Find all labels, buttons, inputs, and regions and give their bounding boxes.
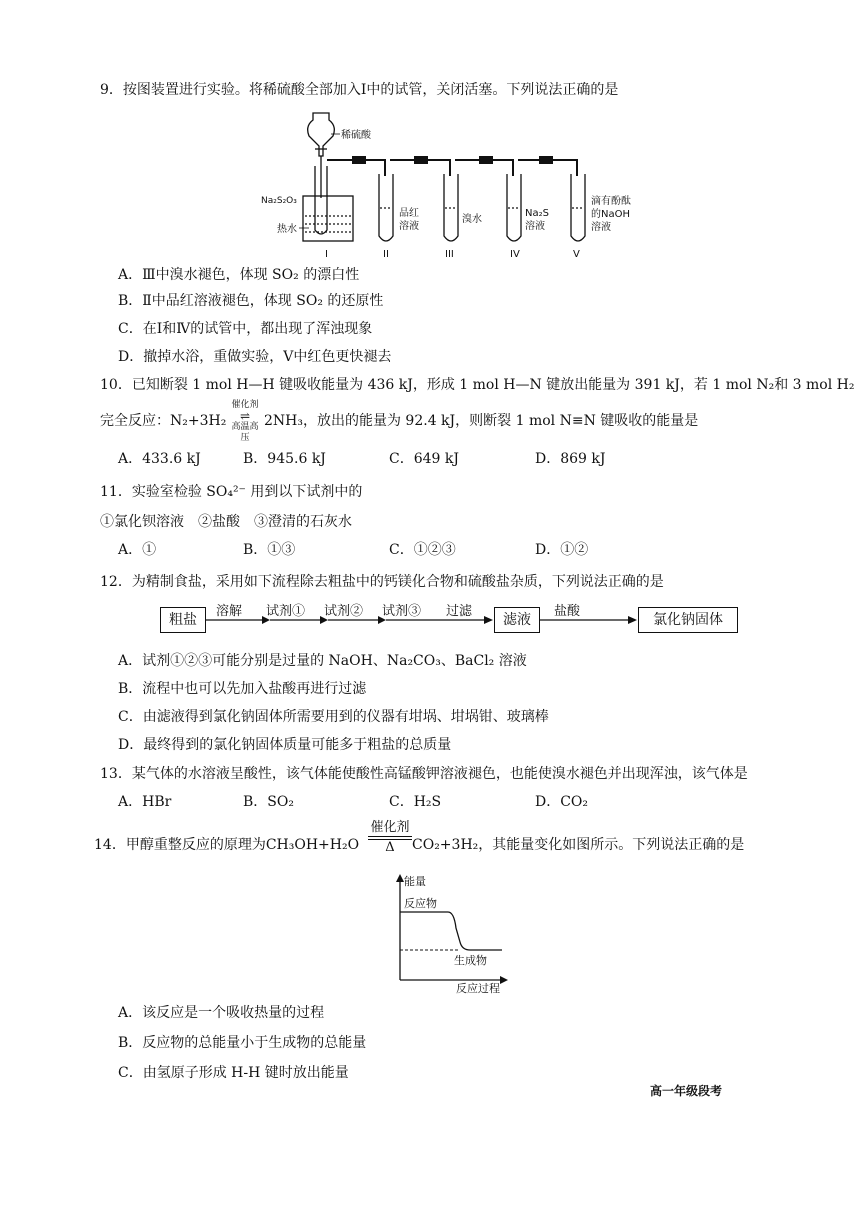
tube-label-4: IV — [510, 249, 520, 260]
label-magenta-1: 品红 — [399, 208, 419, 219]
q10-stem-line2-a: 完全反应：N₂+3H₂ — [100, 413, 227, 429]
q14-stem-a: 14．甲醇重整反应的原理为CH₃OH+H₂O — [94, 837, 360, 853]
q10-stem: 10．已知断裂 1 mol H—H 键吸收能量为 436 kJ，形成 1 mol H—N 键放出能量为 391 kJ，若 1 mol N₂和 3 mol H₂ — [100, 377, 855, 393]
tube-label-3: III — [445, 249, 454, 260]
q12-stem: 12．为精制食盐，采用如下流程除去粗盐中的钙镁化合物和硫酸盐杂质，下列说法正确的是 — [100, 574, 664, 590]
tube-label-1: I — [325, 249, 328, 260]
flow-box-nacl-solid: 氯化钠固体 — [638, 607, 738, 633]
energy-y-label: 能量 — [404, 875, 426, 888]
q14-heat: Δ — [385, 840, 395, 855]
flow-box-filtrate: 滤液 — [494, 607, 540, 633]
label-bromine: 溴水 — [462, 214, 482, 225]
q12-option-b: B．流程中也可以先加入盐酸再进行过滤 — [118, 681, 367, 697]
tube-label-2: II — [383, 249, 389, 260]
q11-reagents: ①氯化钡溶液 ②盐酸 ③澄清的石灰水 — [100, 514, 352, 530]
flow-step-reagent-2: 试剂② — [324, 604, 364, 619]
q10-condition: 高温高压 — [231, 422, 259, 443]
q10-reversible-arrow: ⇌ — [239, 409, 251, 423]
q10-stem-line2-b: 2NH₃，放出的能量为 92.4 kJ，则断裂 1 mol N≡N 键吸收的能量是 — [264, 413, 699, 429]
q13-option-b: B．SO₂ — [243, 794, 294, 810]
q14-reaction-condition — [368, 820, 412, 856]
q10-option-b: B．945.6 kJ — [243, 451, 326, 467]
q14-option-b: B．反应物的总能量小于生成物的总能量 — [118, 1035, 367, 1051]
page-footer: 高一年级段考 — [650, 1084, 723, 1098]
q11-option-c: C．①②③ — [389, 542, 456, 558]
q13-option-d: D．CO₂ — [535, 794, 589, 810]
q10-reaction-condition — [228, 400, 262, 444]
label-magenta-2: 溶液 — [399, 221, 419, 232]
flow-step-reagent-1: 试剂① — [266, 604, 306, 619]
q11-option-a: A．① — [118, 542, 157, 558]
q9-stem: 9．按图装置进行实验。将稀硫酸全部加入Ⅰ中的试管，关闭活塞。下列说法正确的是 — [100, 82, 619, 98]
q11-option-d: D．①② — [535, 542, 589, 558]
q13-option-c: C．H₂S — [389, 794, 442, 810]
q14-option-a: A．该反应是一个吸收热量的过程 — [118, 1005, 325, 1021]
q9-option-c: C．在Ⅰ和Ⅳ的试管中，都出现了浑浊现象 — [118, 321, 373, 337]
q14-option-c: C．由氢原子形成 H-H 键时放出能量 — [118, 1065, 349, 1081]
q13-option-a: A．HBr — [118, 794, 172, 810]
flow-step-filter: 过滤 — [446, 604, 473, 619]
energy-diagram — [388, 872, 518, 994]
label-na2s-2: 溶液 — [525, 221, 545, 232]
connecting-pipe — [327, 157, 577, 176]
flow-step-hcl: 盐酸 — [554, 604, 581, 619]
q14-catalyst: 催化剂 — [370, 820, 410, 835]
q9-option-a: A．Ⅲ中溴水褪色，体现 SO₂ 的漂白性 — [118, 267, 360, 283]
q13-stem: 13．某气体的水溶液呈酸性，该气体能使酸性高锰酸钾溶液褪色，也能使溴水褪色并出现浑浊，该气体是 — [100, 766, 748, 782]
label-hot-water: 热水 — [277, 224, 297, 235]
q10-option-d: D．869 kJ — [535, 451, 606, 467]
flow-box-crude-salt: 粗盐 — [160, 607, 206, 633]
q9-apparatus-diagram — [255, 108, 655, 263]
label-na2s-1: Na₂S — [525, 208, 549, 219]
q9-option-b: B．Ⅱ中品红溶液褪色，体现 SO₂ 的还原性 — [118, 293, 384, 309]
q11-stem: 11．实验室检验 SO₄²⁻ 用到以下试剂中的 — [100, 484, 363, 500]
q12-option-d: D．最终得到的氯化钠固体质量可能多于粗盐的总质量 — [118, 737, 452, 753]
q14-stem-b: CO₂+3H₂，其能量变化如图所示。下列说法正确的是 — [412, 837, 745, 853]
separatory-funnel — [308, 113, 335, 198]
test-tube-1 — [303, 166, 353, 241]
q10-catalyst: 催化剂 — [231, 400, 259, 410]
q12-option-a: A．试剂①②③可能分别是过量的 NaOH、Na₂CO₃、BaCl₂ 溶液 — [118, 653, 527, 669]
q9-option-d: D．撤掉水浴，重做实验，Ⅴ中红色更快褪去 — [118, 349, 392, 365]
energy-reactant-label: 反应物 — [404, 897, 437, 910]
q11-option-b: B．①③ — [243, 542, 296, 558]
energy-x-label: 反应过程 — [456, 982, 500, 994]
energy-curve — [400, 912, 502, 950]
tube-label-5: V — [573, 249, 580, 260]
q12-option-c: C．由滤液得到氯化钠固体所需要用到的仪器有坩埚、坩埚钳、玻璃棒 — [118, 709, 549, 725]
flow-arrows — [204, 610, 644, 630]
flow-step-dissolve: 溶解 — [216, 604, 243, 619]
label-naoh-2: 的NaOH — [591, 209, 630, 220]
flow-step-reagent-3: 试剂③ — [382, 604, 422, 619]
label-acid: 稀硫酸 — [341, 130, 371, 141]
q10-option-a: A．433.6 kJ — [118, 451, 201, 467]
label-salt: Na₂S₂O₃ — [261, 196, 297, 206]
label-naoh-1: 滴有酚酞 — [591, 196, 631, 207]
q10-option-c: C．649 kJ — [389, 451, 459, 467]
label-naoh-3: 溶液 — [591, 222, 611, 233]
energy-product-label: 生成物 — [454, 954, 487, 967]
